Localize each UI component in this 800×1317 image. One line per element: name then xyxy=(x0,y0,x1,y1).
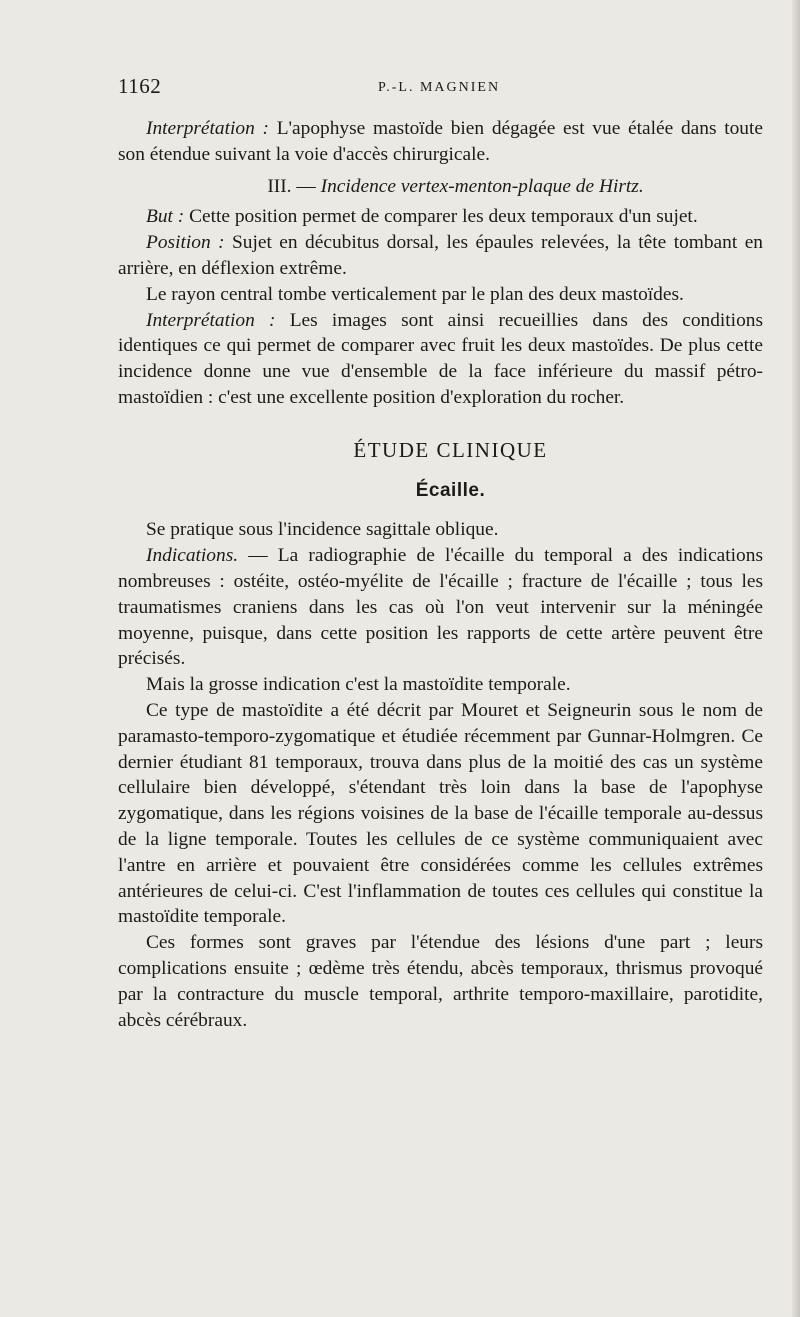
page-edge xyxy=(792,0,800,1317)
paragraph-formes-graves: Ces formes sont graves par l'étendue des lésions d'une part ; leurs complications ensuite ; œdème très étendu, abcès temporaux, thrismus provoqué par la contracture du muscle temporal, arthrite temporo-maxillaire, parotidite, abcès cérébraux. xyxy=(118,932,763,1031)
body-text xyxy=(118,116,763,1033)
paragraph-grosse-indication: Mais la grosse indication c'est la mastoïdite temporale. xyxy=(146,674,571,696)
paragraph-body: — La radiographie de l'écaille du temporal a des indications nombreuses : ostéite, ostéo-myélite de l'écaille ; fracture de l'écaille ; tous les traumatismes craniens dans les cas où l'on veut intervenir sur la méningée moyenne, puisque, dans cette position les rapports de cette artère peuvent être précisés. xyxy=(118,545,763,670)
paragraph-interpretation-2 xyxy=(118,308,763,411)
sub-title: Écaille. xyxy=(415,479,486,501)
paragraph-body: Cette position permet de comparer les deux temporaux d'un sujet. xyxy=(184,206,698,228)
paragraph-interpretation-1 xyxy=(118,116,763,168)
paragraph-body: Sujet en décubitus dorsal, les épaules relevées, la tête tombant en arrière, en déflexion extrême. xyxy=(118,232,763,279)
paragraph-but xyxy=(118,204,763,230)
paragraph-position xyxy=(118,230,763,282)
page-number: 1162 xyxy=(118,74,162,98)
paragraph-rayon: Le rayon central tombe verticalement par le plan des deux mastoïdes. xyxy=(146,283,684,305)
paragraph-lead: Interprétation : xyxy=(146,118,269,139)
paragraph-body: Les images sont ainsi recueillies dans des conditions identiques ce qui permet de comparer avec fruit les deux mastoïdes. De plus cette incidence donne une vue d'ensemble de la face inférieure du massif pétro-mastoïdien : c'est une excellente position d'exploration du rocher. xyxy=(118,309,764,408)
paragraph-type-mastoidite: Ce type de mastoïdite a été décrit par Mouret et Seigneurin sous le nom de paramasto-temporo-zygomatique et étudiée récemment par Gunnar-Holmgren. Ce dernier étudiant 81 temporaux, trouva dans plus de la moitié des cas un système cellulaire bien développé, s'étendant très loin dans la base de l'apophyse zygomatique, dans les régions voisines de la base de l'écaille temporale au-dessus de la ligne temporale. Toutes les cellules de ce système communiquaient avec l'antre en arrière et pouvaient être considérées comme les cellules extrêmes antérieures de celui-ci. C'est l'inflammation de toutes ces cellules qui constitue la mastoïdite temporale. xyxy=(118,699,763,928)
page-header xyxy=(118,74,763,104)
chapter-title: ÉTUDE CLINIQUE xyxy=(353,437,548,462)
paragraph-indications xyxy=(118,543,763,672)
section-heading-III xyxy=(118,174,763,200)
paragraph-lead: Indications. xyxy=(146,545,239,567)
paragraph-lead: Position : xyxy=(146,232,225,254)
paragraph-incidence: Se pratique sous l'incidence sagittale oblique. xyxy=(146,519,499,541)
paragraph-lead: Interprétation : xyxy=(146,309,276,331)
section-number: III. — xyxy=(267,175,321,197)
section-heading-title: Incidence vertex-menton-plaque de Hirtz. xyxy=(320,175,644,197)
running-head: P.-L. MAGNIEN xyxy=(378,80,501,95)
paragraph-body: L'apophyse mastoïde bien dégagée est vue étalée dans toute son étendue suivant la voie d'accès chirurgicale. xyxy=(118,118,763,165)
paragraph-lead: But : xyxy=(146,206,185,228)
